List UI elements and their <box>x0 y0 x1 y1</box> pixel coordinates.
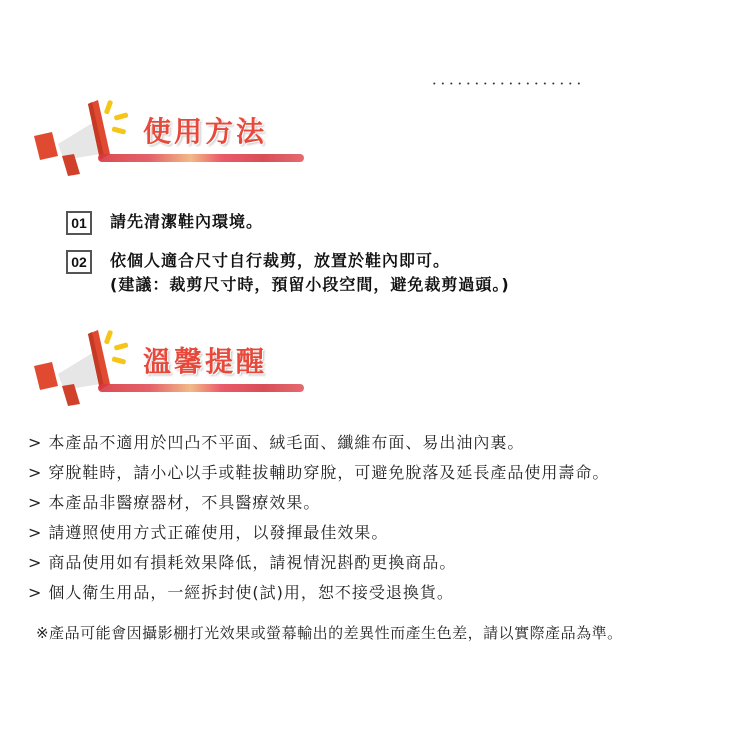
bullet-arrow: > <box>28 583 43 602</box>
bullet-arrow: > <box>28 493 43 512</box>
reminder-item: > 穿脫鞋時，請小心以手或鞋拔輔助穿脫，可避免脫落及延長產品使用壽命。 <box>28 463 610 482</box>
decorative-brush-underline <box>98 154 304 162</box>
step-number-badge: 02 <box>66 250 92 274</box>
step-text: 依個人適合尺寸自行裁剪，放置於鞋內即可。 (建議：裁剪尺寸時，預留小段空間，避免裁剪過頭。) <box>110 251 510 294</box>
usage-section-header <box>28 92 308 177</box>
step-number-badge: 01 <box>66 211 92 235</box>
reminder-section-header <box>28 322 308 407</box>
color-disclaimer: ※產品可能會因攝影棚打光效果或螢幕輸出的差異性而產生色差，請以實際產品為準。 <box>36 624 623 642</box>
bullet-arrow: > <box>28 553 43 572</box>
reminder-item: > 本產品不適用於凹凸不平面、絨毛面、纖維布面、易出油內裏。 <box>28 433 525 452</box>
step-text: 請先清潔鞋內環境。 <box>110 212 264 231</box>
usage-section-title: 使用方法 <box>143 115 268 148</box>
reminder-item: > 商品使用如有損耗效果降低，請視情況斟酌更換商品。 <box>28 553 457 572</box>
bullet-arrow: > <box>28 523 43 542</box>
bullet-arrow: > <box>28 463 43 482</box>
reminder-item: > 請遵照使用方式正確使用，以發揮最佳效果。 <box>28 523 389 542</box>
usage-step <box>66 249 510 297</box>
reminder-item: > 個人衛生用品，一經拆封使(試)用，恕不接受退換貨。 <box>28 583 454 602</box>
reminder-item: > 本產品非醫療器材，不具醫療效果。 <box>28 493 321 512</box>
bullet-arrow: > <box>28 433 43 452</box>
decorative-brush-underline <box>98 384 304 392</box>
megaphone-icon <box>28 92 143 177</box>
reminder-section-title: 溫馨提醒 <box>143 345 268 378</box>
cropped-text-fragment: ．．．．．．．．．．．．．．．．．． <box>432 78 593 88</box>
reminder-list <box>28 428 609 608</box>
megaphone-icon <box>28 322 143 407</box>
usage-step <box>66 210 510 235</box>
usage-steps-list <box>66 210 510 311</box>
